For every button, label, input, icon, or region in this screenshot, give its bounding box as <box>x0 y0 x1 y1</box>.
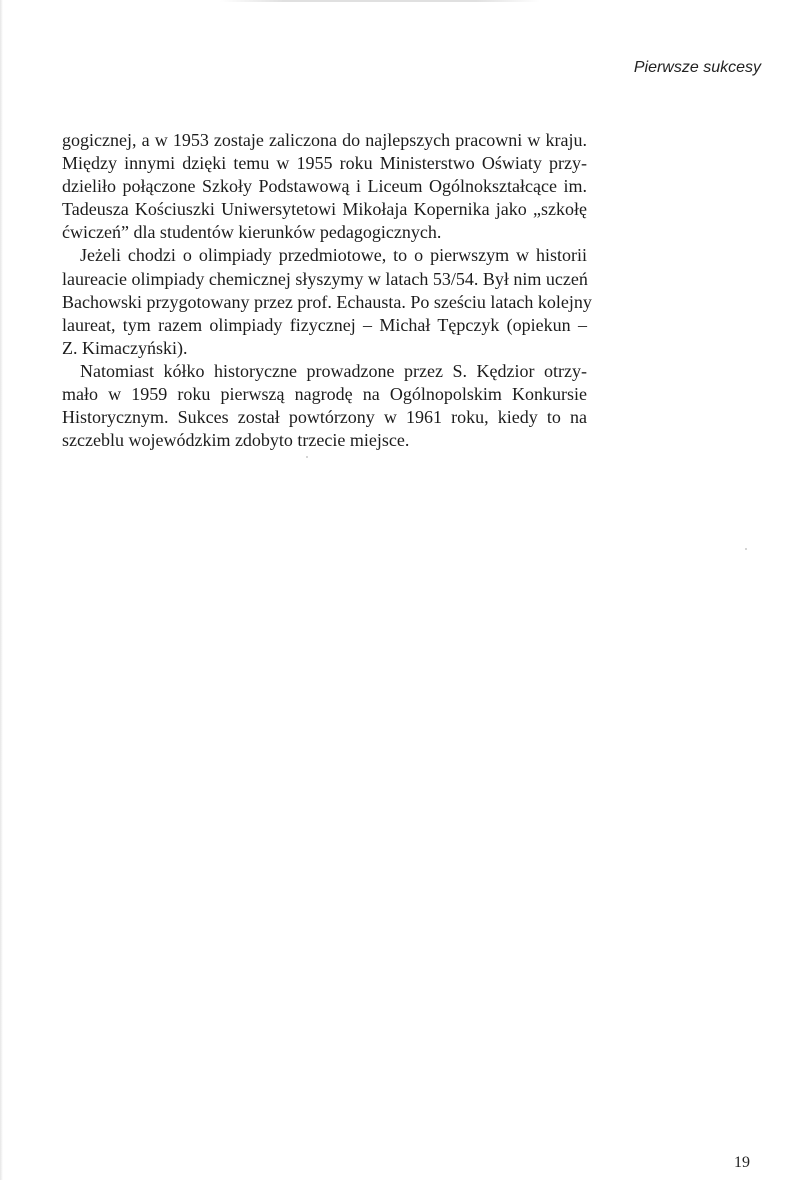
text-line: ćwiczeń” dla studentów kierunków pedagogicznych. <box>62 222 442 243</box>
paragraph <box>62 360 587 452</box>
text-line: Jeżeli chodzi o olimpiady przedmiotowe, to o pierwszym w historii <box>80 245 587 266</box>
text-line: gogicznej, a w 1953 zostaje zaliczona do najlepszych pracowni w kraju. <box>62 130 587 150</box>
text-line: Między innymi dzięki temu w 1955 roku Ministerstwo Oświaty przy- <box>62 153 587 174</box>
text-line: szczeblu wojewódzkim zdobyto trzecie miejsce. <box>62 430 410 451</box>
running-header: Pierwsze sukcesy <box>633 59 761 76</box>
scan-edge <box>0 0 3 1180</box>
text-line: mało w 1959 roku pierwszą nagrodę na Ogólnopolskim Konkursie <box>62 384 587 405</box>
page-number: 19 <box>734 1154 750 1171</box>
text-line: Z. Kimaczyński). <box>62 337 188 358</box>
body-text <box>62 129 592 452</box>
text-line: Bachowski przygotowany przez prof. Echausta. Po sześciu latach kolejny <box>62 291 592 312</box>
text-line: Tadeusza Kościuszki Uniwersytetowi Mikołaja Kopernika jako „szkołę <box>62 199 587 220</box>
paragraph <box>62 244 592 359</box>
text-line: Historycznym. Sukces został powtórzony w 1961 roku, kiedy to na <box>62 407 587 428</box>
scan-top-mark <box>220 0 540 2</box>
scan-speck <box>306 456 308 458</box>
text-line: laureacie olimpiady chemicznej słyszymy w latach 53/54. Był nim uczeń <box>62 268 588 289</box>
paragraph <box>62 129 587 244</box>
scan-speck <box>745 548 747 550</box>
text-line: dzieliło połączone Szkoły Podstawową i Liceum Ogólnokształcące im. <box>62 176 587 197</box>
text-line: Natomiast kółko historyczne prowadzone przez S. Kędzior otrzy- <box>80 360 587 381</box>
text-line: laureat, tym razem olimpiady fizycznej – Michał Tępczyk (opiekun – <box>62 314 587 335</box>
